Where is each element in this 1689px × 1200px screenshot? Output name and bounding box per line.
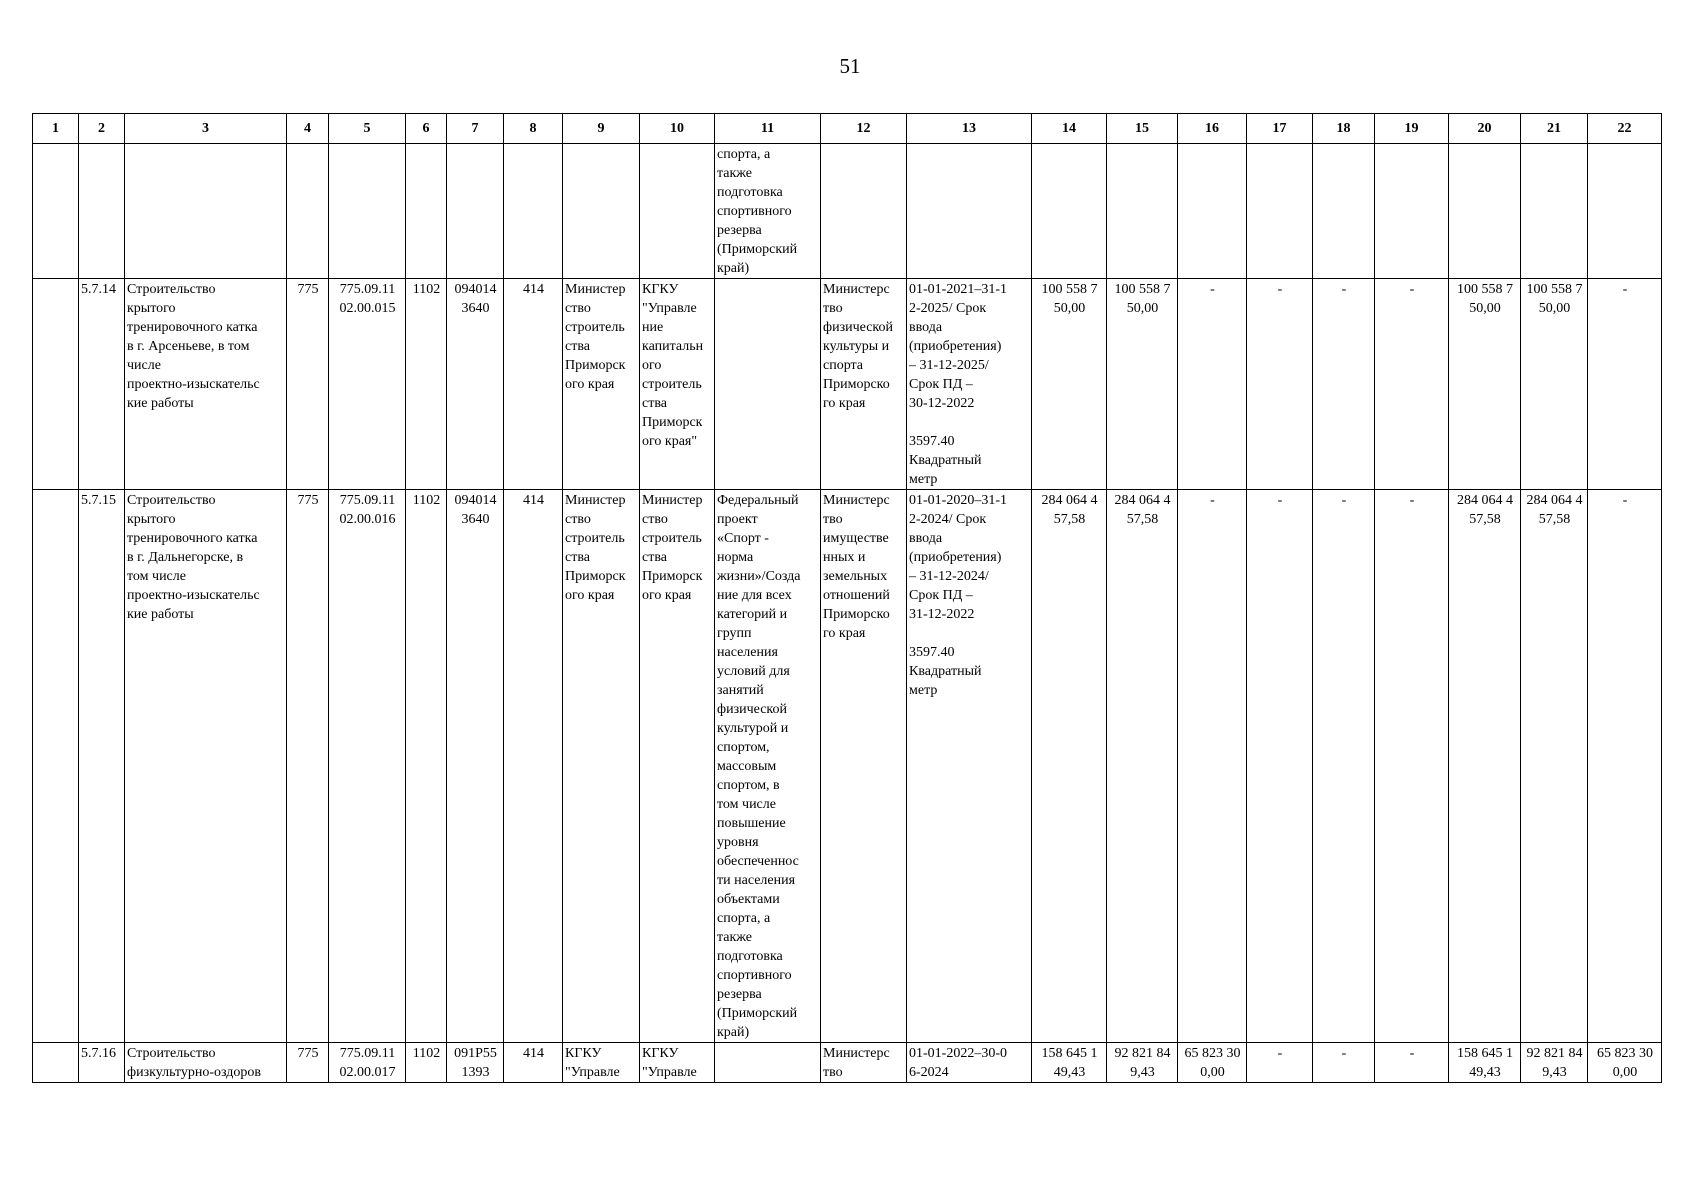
cell-col22: - xyxy=(1588,490,1662,1043)
cell-col12 xyxy=(821,144,907,279)
cell-dates: 01-01-2022–30-0 6-2024 xyxy=(907,1043,1032,1083)
cell-col16 xyxy=(1178,144,1247,279)
cell-col7 xyxy=(447,144,504,279)
col-header: 14 xyxy=(1032,114,1107,144)
cell-col18: - xyxy=(1313,1043,1375,1083)
cell-col20: 284 064 4 57,58 xyxy=(1449,490,1521,1043)
cell-item-number: 5.7.14 xyxy=(79,279,125,490)
col-header: 5 xyxy=(329,114,406,144)
table-row xyxy=(33,490,1662,1043)
cell-col8: 414 xyxy=(504,1043,563,1083)
cell-col1 xyxy=(33,490,79,1043)
cell-col12: Министерс тво xyxy=(821,1043,907,1083)
cell-col5 xyxy=(329,144,406,279)
cell-col19: - xyxy=(1375,1043,1449,1083)
cell-col7: 094014 3640 xyxy=(447,490,504,1043)
cell-col12: Министерс тво имуществе нных и земельных отношений Приморско го края xyxy=(821,490,907,1043)
cell-object-name: Строительство физкультурно-оздоров xyxy=(125,1043,287,1083)
cell-col19: - xyxy=(1375,279,1449,490)
cell-col16: - xyxy=(1178,279,1247,490)
col-header: 18 xyxy=(1313,114,1375,144)
cell-col6: 1102 xyxy=(406,279,447,490)
col-header: 17 xyxy=(1247,114,1313,144)
table-row xyxy=(33,1043,1662,1083)
cell-col6 xyxy=(406,144,447,279)
cell-col6: 1102 xyxy=(406,1043,447,1083)
cell-object-name: Строительство крытого тренировочного катка в г. Дальнегорске, в том числе проектно-изыскательс кие работы xyxy=(125,490,287,1043)
cell-col5: 775.09.11 02.00.015 xyxy=(329,279,406,490)
cell-col9: Министер ство строитель ства Приморск ого края xyxy=(563,490,640,1043)
cell-project: спорта, а также подготовка спортивного резерва (Приморский край) xyxy=(715,144,821,279)
cell-col20: 158 645 1 49,43 xyxy=(1449,1043,1521,1083)
cell-col15: 100 558 7 50,00 xyxy=(1107,279,1178,490)
cell-col17: - xyxy=(1247,279,1313,490)
cell-col17: - xyxy=(1247,490,1313,1043)
cell-col22: 65 823 30 0,00 xyxy=(1588,1043,1662,1083)
col-header: 6 xyxy=(406,114,447,144)
cell-col15: 284 064 4 57,58 xyxy=(1107,490,1178,1043)
cell-col5: 775.09.11 02.00.017 xyxy=(329,1043,406,1083)
cell-col9 xyxy=(563,144,640,279)
cell-col19: - xyxy=(1375,490,1449,1043)
cell-col14 xyxy=(1032,144,1107,279)
col-header: 13 xyxy=(907,114,1032,144)
cell-col14: 158 645 1 49,43 xyxy=(1032,1043,1107,1083)
col-header: 4 xyxy=(287,114,329,144)
cell-col6: 1102 xyxy=(406,490,447,1043)
col-header: 7 xyxy=(447,114,504,144)
cell-col16: - xyxy=(1178,490,1247,1043)
cell-col10: КГКУ "Управле ние капитальн ого строитель ства Приморск ого края" xyxy=(640,279,715,490)
col-header: 15 xyxy=(1107,114,1178,144)
cell-col4 xyxy=(287,144,329,279)
cell-col1 xyxy=(33,1043,79,1083)
cell-col18: - xyxy=(1313,279,1375,490)
col-header: 16 xyxy=(1178,114,1247,144)
cell-col16: 65 823 30 0,00 xyxy=(1178,1043,1247,1083)
cell-col19 xyxy=(1375,144,1449,279)
table-row xyxy=(33,144,1662,279)
cell-col5: 775.09.11 02.00.016 xyxy=(329,490,406,1043)
col-header: 21 xyxy=(1521,114,1588,144)
cell-object-name: Строительство крытого тренировочного катка в г. Арсеньеве, в том числе проектно-изыскательс кие работы xyxy=(125,279,287,490)
col-header: 11 xyxy=(715,114,821,144)
col-header: 12 xyxy=(821,114,907,144)
cell-col10 xyxy=(640,144,715,279)
cell-dates: 01-01-2021–31-1 2-2025/ Срок ввода (приобретения) – 31-12-2025/ Срок ПД – 30-12-2022 3597.40 Квадратный метр xyxy=(907,279,1032,490)
header-row xyxy=(33,114,1662,144)
cell-project xyxy=(715,1043,821,1083)
col-header: 1 xyxy=(33,114,79,144)
budget-table xyxy=(32,113,1662,1083)
cell-col21: 100 558 7 50,00 xyxy=(1521,279,1588,490)
cell-col10: Министер ство строитель ства Приморск ого края xyxy=(640,490,715,1043)
cell-col4: 775 xyxy=(287,1043,329,1083)
cell-col1 xyxy=(33,144,79,279)
col-header: 2 xyxy=(79,114,125,144)
cell-col15: 92 821 84 9,43 xyxy=(1107,1043,1178,1083)
cell-object-name xyxy=(125,144,287,279)
cell-col17 xyxy=(1247,144,1313,279)
cell-col14: 284 064 4 57,58 xyxy=(1032,490,1107,1043)
cell-item-number: 5.7.15 xyxy=(79,490,125,1043)
col-header: 8 xyxy=(504,114,563,144)
cell-project xyxy=(715,279,821,490)
cell-col17: - xyxy=(1247,1043,1313,1083)
page-number: 51 xyxy=(839,54,861,78)
cell-col12: Министерс тво физической культуры и спорта Приморско го края xyxy=(821,279,907,490)
cell-project: Федеральный проект «Спорт - норма жизни»/Созда ние для всех категорий и групп населения условий для занятий физической культурой и спортом, массовым спортом, в том числе повышение уровня обеспеченнос ти населения объектами спорта, а также подготовка спортивного резерва (Приморский край) xyxy=(715,490,821,1043)
cell-col22 xyxy=(1588,144,1662,279)
cell-col15 xyxy=(1107,144,1178,279)
cell-col21 xyxy=(1521,144,1588,279)
col-header: 20 xyxy=(1449,114,1521,144)
cell-item-number xyxy=(79,144,125,279)
cell-col1 xyxy=(33,279,79,490)
cell-col9: КГКУ "Управле xyxy=(563,1043,640,1083)
cell-col21: 92 821 84 9,43 xyxy=(1521,1043,1588,1083)
col-header: 22 xyxy=(1588,114,1662,144)
cell-dates xyxy=(907,144,1032,279)
cell-col4: 775 xyxy=(287,490,329,1043)
cell-col14: 100 558 7 50,00 xyxy=(1032,279,1107,490)
cell-col8: 414 xyxy=(504,490,563,1043)
cell-col22: - xyxy=(1588,279,1662,490)
cell-dates: 01-01-2020–31-1 2-2024/ Срок ввода (приобретения) – 31-12-2024/ Срок ПД – 31-12-2022 3597.40 Квадратный метр xyxy=(907,490,1032,1043)
cell-col18 xyxy=(1313,144,1375,279)
cell-col7: 094014 3640 xyxy=(447,279,504,490)
cell-item-number: 5.7.16 xyxy=(79,1043,125,1083)
cell-col18: - xyxy=(1313,490,1375,1043)
cell-col8: 414 xyxy=(504,279,563,490)
col-header: 3 xyxy=(125,114,287,144)
cell-col9: Министер ство строитель ства Приморск ого края xyxy=(563,279,640,490)
cell-col10: КГКУ "Управле xyxy=(640,1043,715,1083)
cell-col20 xyxy=(1449,144,1521,279)
cell-col8 xyxy=(504,144,563,279)
col-header: 10 xyxy=(640,114,715,144)
cell-col20: 100 558 7 50,00 xyxy=(1449,279,1521,490)
col-header: 9 xyxy=(563,114,640,144)
cell-col21: 284 064 4 57,58 xyxy=(1521,490,1588,1043)
cell-col7: 091Р55 1393 xyxy=(447,1043,504,1083)
table-row xyxy=(33,279,1662,490)
cell-col4: 775 xyxy=(287,279,329,490)
col-header: 19 xyxy=(1375,114,1449,144)
